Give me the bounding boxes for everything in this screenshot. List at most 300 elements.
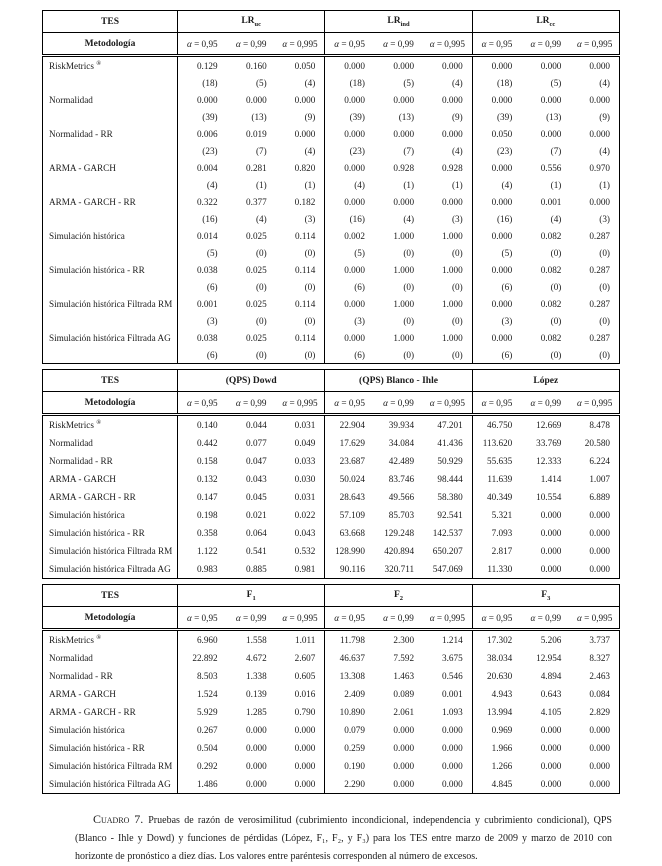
corner-tes: TES [43, 11, 178, 33]
exceedance-cell: (3) [599, 213, 610, 224]
value-cell: 0.025 [246, 230, 267, 241]
value-cell: 38.034 [472, 649, 521, 667]
alpha-header: α = 0,99 [521, 33, 570, 56]
row-label: Simulación histórica Filtrada RM [49, 298, 173, 309]
row-label: Simulación histórica Filtrada AG [49, 564, 171, 574]
value-cell: 0.082 [540, 298, 562, 309]
value-cell: 4.672 [246, 653, 267, 663]
alpha-header: α = 0,95 [178, 33, 227, 56]
row-label-riskmetrics: RiskMetrics ® [49, 59, 102, 72]
value-cell: 0.021 [246, 510, 267, 520]
value-cell: 0.049 [294, 438, 316, 448]
value-cell: 1.266 [472, 757, 521, 775]
alpha-header: α = 0,995 [570, 33, 619, 56]
value-cell: 0.182 [294, 196, 316, 207]
row-label-spacer [43, 244, 178, 261]
table-row [43, 159, 620, 176]
value-cell: 22.904 [325, 415, 374, 435]
alpha-header: α = 0,99 [227, 607, 276, 630]
value-cell: 0.000 [472, 227, 521, 244]
row-label: Simulación histórica Filtrada AG [49, 332, 171, 343]
value-cell: 0.000 [472, 261, 521, 278]
exceedance-cell: (4) [304, 145, 316, 156]
value-cell: 39.934 [388, 420, 415, 430]
table-row [43, 506, 620, 524]
exceedance-cell: (4) [256, 213, 267, 224]
value-cell: 0.000 [441, 60, 463, 71]
row-label: Simulación histórica [49, 510, 125, 520]
alpha-header: α = 0,95 [178, 392, 227, 415]
value-cell: 4.943 [472, 685, 521, 703]
table-row [43, 560, 620, 579]
value-cell: 1.966 [472, 739, 521, 757]
exceedance-cell: (3) [451, 213, 463, 224]
exceedance-cell: (6) [178, 346, 227, 364]
table-row [43, 649, 620, 667]
value-cell: 0.969 [472, 721, 521, 739]
exceedance-cell: (0) [550, 247, 562, 258]
exceedance-cell: (4) [550, 213, 562, 224]
alpha-header: α = 0,995 [423, 33, 472, 56]
exceedance-cell: (16) [178, 210, 227, 227]
row-label: Normalidad [49, 94, 93, 105]
row-label: Simulación histórica - RR [49, 528, 145, 538]
value-cell: 0.287 [589, 298, 610, 309]
value-cell: 0.605 [294, 671, 316, 681]
row-label: ARMA - GARCH - RR [49, 707, 136, 717]
value-cell: 2.300 [393, 635, 415, 645]
value-cell: 0.000 [540, 779, 562, 789]
row-label: Simulación histórica Filtrada RM [49, 761, 173, 771]
table-row [43, 739, 620, 757]
row-label-spacer [43, 312, 178, 329]
exceedance-cell: (1) [304, 179, 316, 190]
value-cell: 0.000 [246, 779, 267, 789]
value-cell: 0.025 [246, 332, 267, 343]
row-label: Simulación histórica Filtrada RM [49, 546, 173, 556]
alpha-header: α = 0,995 [423, 392, 472, 415]
value-cell: 41.436 [437, 438, 463, 448]
table-row [43, 542, 620, 560]
value-cell: 0.556 [540, 162, 562, 173]
value-cell: 0.000 [246, 725, 267, 735]
value-cell: 2.817 [472, 542, 521, 560]
value-cell: 0.287 [589, 264, 610, 275]
value-cell: 0.000 [540, 546, 562, 556]
exceedance-cell: (3) [178, 312, 227, 329]
exceedance-cell: (0) [403, 247, 415, 258]
value-cell: 1.558 [246, 635, 267, 645]
value-cell: 0.082 [540, 332, 562, 343]
exceedance-cell: (0) [304, 247, 316, 258]
value-cell: 40.349 [472, 488, 521, 506]
value-cell: 1.414 [540, 474, 562, 484]
value-cell: 0.132 [178, 470, 227, 488]
exceedance-cell: (0) [304, 315, 316, 326]
column-group-header-1: (QPS) Dowd [178, 370, 325, 392]
value-cell: 0.322 [178, 193, 227, 210]
row-label: Normalidad [49, 438, 93, 448]
alpha-header: α = 0,95 [472, 392, 521, 415]
value-cell: 0.000 [540, 510, 562, 520]
row-label-riskmetrics: RiskMetrics ® [49, 634, 102, 646]
value-cell: 0.030 [294, 474, 316, 484]
value-cell: 0.000 [393, 94, 415, 105]
exceedance-cell: (4) [325, 176, 374, 193]
alpha-header: α = 0,995 [276, 33, 325, 56]
value-cell: 3.737 [589, 635, 610, 645]
value-cell: 98.444 [437, 474, 463, 484]
value-cell: 0.546 [441, 671, 463, 681]
value-cell: 1.000 [441, 298, 463, 309]
value-cell: 2.607 [294, 653, 316, 663]
value-cell: 0.000 [540, 528, 562, 538]
exceedance-cell: (0) [403, 315, 415, 326]
value-cell: 11.798 [325, 630, 374, 650]
value-cell: 0.043 [294, 528, 316, 538]
exceedance-cell: (0) [599, 315, 610, 326]
column-group-header-3: $LR_{cc}$ [472, 11, 619, 33]
value-cell: 0.000 [441, 94, 463, 105]
value-cell: 1.000 [441, 264, 463, 275]
value-cell: 0.000 [294, 725, 316, 735]
value-cell: 0.000 [393, 743, 415, 753]
row-label: ARMA - GARCH [49, 162, 116, 173]
row-label: ARMA - GARCH - RR [49, 492, 136, 502]
value-cell: 0.000 [325, 159, 374, 176]
exceedance-cell: (23) [472, 142, 521, 159]
exceedance-cell: (0) [403, 281, 415, 292]
row-label-spacer [43, 142, 178, 159]
exceedance-cell: (6) [325, 346, 374, 364]
exceedance-cell: (4) [451, 77, 463, 88]
value-cell: 0.000 [540, 761, 562, 771]
alpha-header: α = 0,995 [276, 392, 325, 415]
alpha-header: α = 0,99 [374, 392, 423, 415]
value-cell: 50.929 [437, 456, 463, 466]
value-cell: 0.000 [393, 761, 415, 771]
value-cell: 49.566 [388, 492, 415, 502]
value-cell: 129.248 [384, 528, 415, 538]
value-cell: 0.532 [294, 546, 316, 556]
table-row [43, 685, 620, 703]
value-cell: 0.038 [178, 329, 227, 346]
value-cell: 0.190 [325, 757, 374, 775]
alpha-header: α = 0,95 [178, 607, 227, 630]
value-cell: 0.000 [441, 196, 463, 207]
value-cell: 1.285 [246, 707, 267, 717]
value-cell: 0.000 [472, 193, 521, 210]
exceedances-row [43, 244, 620, 261]
value-cell: 0.000 [589, 196, 610, 207]
value-cell: 0.000 [325, 329, 374, 346]
value-cell: 0.000 [540, 725, 562, 735]
value-cell: 0.001 [441, 689, 463, 699]
exceedance-cell: (7) [550, 145, 562, 156]
table-row [43, 667, 620, 685]
value-cell: 0.000 [325, 56, 374, 75]
exceedance-cell: (0) [550, 315, 562, 326]
exceedances-row [43, 108, 620, 125]
column-group-header-2: (QPS) Blanco - Ihle [325, 370, 472, 392]
value-cell: 113.620 [472, 434, 521, 452]
value-cell: 0.038 [178, 261, 227, 278]
value-cell: 0.000 [246, 743, 267, 753]
caption-label: Cuadro 7. [93, 812, 144, 826]
row-label-riskmetrics: RiskMetrics ® [49, 419, 102, 431]
value-cell: 8.478 [589, 420, 610, 430]
exceedance-cell: (4) [304, 77, 316, 88]
value-cell: 0.000 [589, 761, 610, 771]
exceedance-cell: (4) [599, 77, 610, 88]
value-cell: 0.019 [246, 128, 267, 139]
value-cell: 0.045 [246, 492, 267, 502]
row-label: Simulación histórica Filtrada AG [49, 779, 171, 789]
value-cell: 0.064 [246, 528, 267, 538]
value-cell: 0.000 [441, 779, 463, 789]
value-cell: 0.267 [178, 721, 227, 739]
value-cell: 0.016 [294, 689, 316, 699]
exceedance-cell: (7) [256, 145, 267, 156]
value-cell: 0.140 [178, 415, 227, 435]
exceedance-cell: (5) [325, 244, 374, 261]
exceedance-cell: (4) [451, 145, 463, 156]
alpha-header: α = 0,995 [570, 392, 619, 415]
exceedance-cell: (3) [472, 312, 521, 329]
alpha-header: α = 0,95 [472, 33, 521, 56]
value-cell: 1.524 [178, 685, 227, 703]
exceedance-cell: (18) [178, 74, 227, 91]
exceedance-cell: (9) [451, 111, 463, 122]
value-cell: 0.000 [540, 743, 562, 753]
table-row [43, 56, 620, 75]
value-cell: 13.308 [325, 667, 374, 685]
exceedance-cell: (5) [256, 77, 267, 88]
group-header-row [43, 11, 620, 33]
value-cell: 0.000 [246, 761, 267, 771]
table-row [43, 125, 620, 142]
exceedance-cell: (9) [599, 111, 610, 122]
value-cell: 0.000 [589, 510, 610, 520]
table-row [43, 488, 620, 506]
value-cell: 0.082 [540, 230, 562, 241]
exceedance-cell: (6) [178, 278, 227, 295]
exceedance-cell: (0) [451, 281, 463, 292]
value-cell: 17.629 [325, 434, 374, 452]
value-cell: 1.338 [246, 671, 267, 681]
value-cell: 0.820 [294, 162, 316, 173]
row-label-spacer [43, 278, 178, 295]
exceedance-cell: (6) [325, 278, 374, 295]
table-row [43, 295, 620, 312]
exceedance-cell: (0) [451, 315, 463, 326]
value-cell: 58.380 [437, 492, 463, 502]
exceedance-cell: (1) [550, 179, 562, 190]
value-cell: 0.000 [178, 91, 227, 108]
value-cell: 0.025 [246, 298, 267, 309]
value-cell: 0.022 [294, 510, 316, 520]
corner-tes: TES [43, 370, 178, 392]
exceedance-cell: (6) [472, 278, 521, 295]
value-cell: 0.129 [178, 56, 227, 75]
table-row [43, 193, 620, 210]
value-cell: 7.592 [393, 653, 415, 663]
row-label-spacer [43, 74, 178, 91]
value-cell: 0.000 [589, 128, 610, 139]
value-cell: 0.000 [325, 261, 374, 278]
value-cell: 0.043 [246, 474, 267, 484]
row-label-spacer [43, 346, 178, 364]
alpha-header: α = 0,95 [325, 33, 374, 56]
exceedance-cell: (0) [256, 281, 267, 292]
corner-tes: TES [43, 585, 178, 607]
value-cell: 50.024 [325, 470, 374, 488]
exceedance-cell: (1) [403, 179, 415, 190]
exceedance-cell: (16) [472, 210, 521, 227]
value-cell: 0.001 [540, 196, 562, 207]
value-cell: 0.281 [246, 162, 267, 173]
value-cell: 0.033 [294, 456, 316, 466]
value-cell: 420.894 [384, 546, 415, 556]
value-cell: 1.000 [441, 230, 463, 241]
exceedance-cell: (3) [325, 312, 374, 329]
exceedance-cell: (23) [325, 142, 374, 159]
value-cell: 1.000 [393, 264, 415, 275]
value-cell: 6.889 [589, 492, 610, 502]
value-cell: 20.580 [584, 438, 610, 448]
exceedance-cell: (4) [403, 213, 415, 224]
table-row [43, 434, 620, 452]
value-cell: 0.082 [540, 264, 562, 275]
value-cell: 6.224 [589, 456, 610, 466]
value-cell: 46.637 [325, 649, 374, 667]
alpha-header: α = 0,99 [521, 392, 570, 415]
value-cell: 47.201 [437, 420, 463, 430]
alpha-header: α = 0,995 [423, 607, 472, 630]
exceedances-row [43, 278, 620, 295]
value-cell: 0.006 [178, 125, 227, 142]
value-cell: 0.114 [294, 264, 316, 275]
column-group-header-3: $F_3$ [472, 585, 619, 607]
value-cell: 0.000 [589, 564, 610, 574]
table-row [43, 261, 620, 278]
row-label: Normalidad - RR [49, 128, 113, 139]
row-label: ARMA - GARCH [49, 689, 116, 699]
value-cell: 0.004 [178, 159, 227, 176]
value-cell: 0.000 [589, 779, 610, 789]
row-label: ARMA - GARCH - RR [49, 196, 136, 207]
exceedance-cell: (0) [550, 281, 562, 292]
value-cell: 2.290 [325, 775, 374, 794]
value-cell: 7.093 [472, 524, 521, 542]
value-cell: 13.994 [472, 703, 521, 721]
value-cell: 0.000 [472, 329, 521, 346]
value-cell: 90.116 [325, 560, 374, 579]
caption-text: Pruebas de razón de verosimilitud (cubrimiento incondicional, independencia y cubrimiento condicional), QPS (Blanco - Ihle y Dowd) y funciones de pérdidas (López, F₁, F₂, y F₃) para los TES entre marzo de 2009 y marzo de 2010 con horizonte de pronóstico a diez días. Los valores entre paréntesis corresponden al número de excesos. [75, 815, 612, 862]
table-lr-tests [42, 10, 620, 364]
value-cell: 12.333 [536, 456, 562, 466]
corner-metodologia: Metodología [43, 392, 178, 415]
exceedance-cell: (39) [178, 108, 227, 125]
value-cell: 0.000 [294, 743, 316, 753]
exceedance-cell: (0) [451, 349, 463, 360]
column-group-header-2: $F_2$ [325, 585, 472, 607]
value-cell: 0.160 [246, 60, 267, 71]
group-header-row [43, 370, 620, 392]
value-cell: 0.000 [472, 56, 521, 75]
value-cell: 0.541 [246, 546, 267, 556]
value-cell: 0.001 [178, 295, 227, 312]
value-cell: 0.000 [472, 159, 521, 176]
alpha-header: α = 0,99 [374, 607, 423, 630]
exceedance-cell: (5) [403, 77, 415, 88]
value-cell: 5.321 [472, 506, 521, 524]
value-cell: 5.206 [540, 635, 562, 645]
value-cell: 0.050 [472, 125, 521, 142]
table-row [43, 91, 620, 108]
value-cell: 0.000 [589, 546, 610, 556]
row-label: Simulación histórica [49, 230, 125, 241]
value-cell: 0.000 [294, 761, 316, 771]
table-caption [75, 810, 612, 866]
value-cell: 0.000 [393, 60, 415, 71]
column-group-header-1: $LR_{uc}$ [178, 11, 325, 33]
value-cell: 3.675 [441, 653, 463, 663]
value-cell: 0.031 [294, 420, 316, 430]
value-cell: 0.114 [294, 332, 316, 343]
row-label-spacer [43, 176, 178, 193]
value-cell: 0.928 [393, 162, 415, 173]
row-label: ARMA - GARCH [49, 474, 116, 484]
value-cell: 22.892 [178, 649, 227, 667]
value-cell: 0.077 [246, 438, 267, 448]
exceedance-cell: (5) [550, 77, 562, 88]
column-group-header-3: López [472, 370, 619, 392]
value-cell: 0.002 [325, 227, 374, 244]
alpha-header: α = 0,995 [570, 607, 619, 630]
value-cell: 0.983 [178, 560, 227, 579]
exceedances-row [43, 346, 620, 364]
value-cell: 92.541 [437, 510, 463, 520]
value-cell: 1.000 [393, 332, 415, 343]
group-header-row [43, 585, 620, 607]
table-row [43, 524, 620, 542]
value-cell: 10.554 [536, 492, 562, 502]
value-cell: 2.409 [325, 685, 374, 703]
alpha-header: α = 0,99 [227, 33, 276, 56]
value-cell: 547.069 [432, 564, 463, 574]
value-cell: 1.007 [589, 474, 610, 484]
value-cell: 0.000 [325, 125, 374, 142]
exceedance-cell: (0) [451, 247, 463, 258]
exceedance-cell: (39) [472, 108, 521, 125]
value-cell: 0.050 [294, 60, 316, 71]
value-cell: 85.703 [388, 510, 415, 520]
value-cell: 0.114 [294, 230, 316, 241]
exceedance-cell: (16) [325, 210, 374, 227]
value-cell: 0.643 [540, 689, 562, 699]
row-label: Simulación histórica - RR [49, 264, 145, 275]
value-cell: 2.829 [589, 707, 610, 717]
row-label-spacer [43, 108, 178, 125]
value-cell: 63.668 [325, 524, 374, 542]
exceedance-cell: (13) [546, 111, 562, 122]
exceedance-cell: (9) [304, 111, 316, 122]
value-cell: 0.000 [540, 128, 562, 139]
value-cell: 6.960 [178, 630, 227, 650]
value-cell: 1.463 [393, 671, 415, 681]
value-cell: 4.894 [540, 671, 562, 681]
